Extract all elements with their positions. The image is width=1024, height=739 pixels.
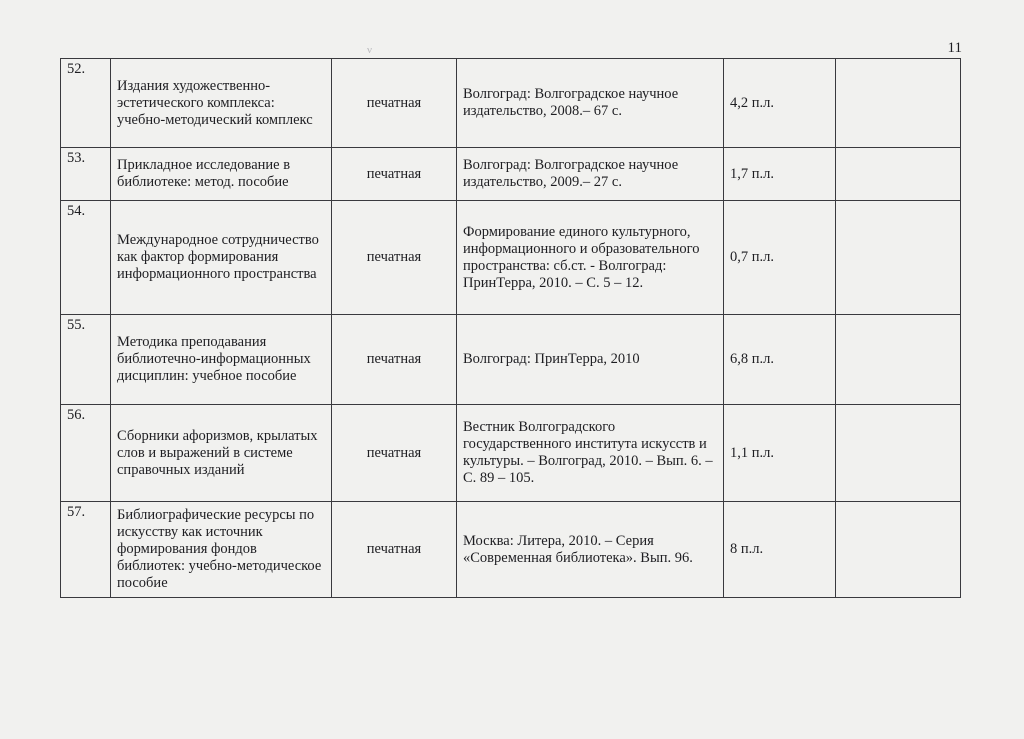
row-number: 57. xyxy=(61,502,111,598)
publication-title: Сборники афоризмов, крылатых слов и выражений в системе справочных изданий xyxy=(111,405,332,502)
publication-coauthors xyxy=(836,59,961,148)
publication-title: Международное сотрудничество как фактор формирования информационного пространства xyxy=(111,201,332,315)
publications-table xyxy=(60,58,961,598)
publication-form: печатная xyxy=(332,405,457,502)
publication-volume: 1,7 п.л. xyxy=(724,148,836,201)
table-row xyxy=(61,405,961,502)
publication-source: Формирование единого культурного, информационного и образовательного пространства: сб.ст. - Волгоград: ПринТерра, 2010. – С. 5 – 12. xyxy=(457,201,724,315)
publication-coauthors xyxy=(836,315,961,405)
row-number: 55. xyxy=(61,315,111,405)
publication-volume: 0,7 п.л. xyxy=(724,201,836,315)
publication-title: Прикладное исследование в библиотеке: метод. пособие xyxy=(111,148,332,201)
row-number: 56. xyxy=(61,405,111,502)
publication-volume: 1,1 п.л. xyxy=(724,405,836,502)
publication-source: Москва: Литера, 2010. – Серия «Современная библиотека». Вып. 96. xyxy=(457,502,724,598)
publication-form: печатная xyxy=(332,315,457,405)
publication-title: Методика преподавания библиотечно-информационных дисциплин: учебное пособие xyxy=(111,315,332,405)
publication-title: Издания художественно-эстетического комплекса: учебно-методический комплекс xyxy=(111,59,332,148)
publication-coauthors xyxy=(836,405,961,502)
row-number: 53. xyxy=(61,148,111,201)
publication-source: Волгоград: Волгоградское научное издательство, 2009.– 27 с. xyxy=(457,148,724,201)
publication-volume: 4,2 п.л. xyxy=(724,59,836,148)
publication-form: печатная xyxy=(332,502,457,598)
publication-source: Волгоград: Волгоградское научное издательство, 2008.– 67 с. xyxy=(457,59,724,148)
scan-mark: ν xyxy=(367,44,372,56)
table-row xyxy=(61,59,961,148)
publication-source: Волгоград: ПринТерра, 2010 xyxy=(457,315,724,405)
publication-title: Библиографические ресурсы по искусству как источник формирования фондов библиотек: учебно-методическое пособие xyxy=(111,502,332,598)
table-row xyxy=(61,502,961,598)
table-row xyxy=(61,315,961,405)
publication-volume: 6,8 п.л. xyxy=(724,315,836,405)
publication-coauthors xyxy=(836,502,961,598)
table-row xyxy=(61,201,961,315)
publication-coauthors xyxy=(836,201,961,315)
row-number: 52. xyxy=(61,59,111,148)
row-number: 54. xyxy=(61,201,111,315)
publication-volume: 8 п.л. xyxy=(724,502,836,598)
table-row xyxy=(61,148,961,201)
publication-source: Вестник Волгоградского государственного института искусств и культуры. – Волгоград, 2010. – Вып. 6. – С. 89 – 105. xyxy=(457,405,724,502)
publication-form: печатная xyxy=(332,59,457,148)
publication-form: печатная xyxy=(332,201,457,315)
publication-coauthors xyxy=(836,148,961,201)
publication-form: печатная xyxy=(332,148,457,201)
page-number: 11 xyxy=(947,40,962,56)
